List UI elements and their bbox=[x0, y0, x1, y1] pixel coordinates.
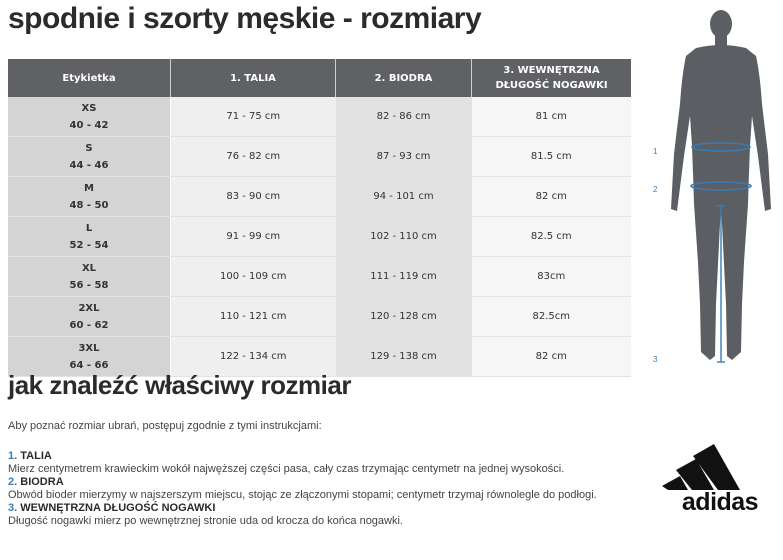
table-row bbox=[8, 137, 631, 177]
size-name: M bbox=[84, 182, 94, 194]
hips-cell: 129 - 138 cm bbox=[336, 337, 472, 377]
table-row bbox=[8, 257, 631, 297]
marker-2: 2 bbox=[653, 185, 658, 194]
col-header-inseam: 3. WEWNĘTRZNA DŁUGOŚĆ NOGAWKI bbox=[472, 59, 632, 97]
size-name: 3XL bbox=[78, 342, 100, 354]
step-text: Długość nogawki mierz po wewnętrznej stronie uda od krocza do końca nogawki. bbox=[8, 515, 403, 527]
table-row bbox=[8, 97, 631, 137]
inseam-cell: 82 cm bbox=[472, 337, 632, 377]
size-cell bbox=[8, 177, 171, 217]
instructions bbox=[8, 420, 648, 528]
col-header-label: Etykietka bbox=[8, 59, 171, 97]
hips-cell: 82 - 86 cm bbox=[336, 97, 472, 137]
inseam-cell: 82.5cm bbox=[472, 297, 632, 337]
size-cell bbox=[8, 137, 171, 177]
table-row bbox=[8, 217, 631, 257]
col-header-waist: 1. TALIA bbox=[171, 59, 336, 97]
hips-cell: 94 - 101 cm bbox=[336, 177, 472, 217]
inseam-cell: 83cm bbox=[472, 257, 632, 297]
step-waist bbox=[8, 450, 648, 463]
step-hips bbox=[8, 476, 648, 489]
size-eu: 64 - 66 bbox=[69, 359, 109, 371]
size-name: 2XL bbox=[78, 302, 100, 314]
waist-cell: 110 - 121 cm bbox=[171, 297, 336, 337]
marker-3: 3 bbox=[653, 355, 658, 364]
step-number: 3. bbox=[8, 502, 18, 514]
step-inseam bbox=[8, 502, 648, 515]
size-name: L bbox=[85, 222, 93, 234]
inseam-cell: 81.5 cm bbox=[472, 137, 632, 177]
waist-cell: 122 - 134 cm bbox=[171, 337, 336, 377]
step-heading: TALIA bbox=[20, 450, 52, 462]
hips-cell: 111 - 119 cm bbox=[336, 257, 472, 297]
page-title: spodnie i szorty męskie - rozmiary bbox=[8, 2, 482, 35]
step-number: 1. bbox=[8, 450, 18, 462]
guide-title: jak znaleźć właściwy rozmiar bbox=[8, 370, 351, 400]
step-heading: WEWNĘTRZNA DŁUGOŚĆ NOGAWKI bbox=[20, 502, 216, 514]
size-eu: 52 - 54 bbox=[69, 239, 109, 251]
size-eu: 56 - 58 bbox=[69, 279, 109, 291]
step-number: 2. bbox=[8, 476, 18, 488]
hips-cell: 87 - 93 cm bbox=[336, 137, 472, 177]
step-text: Mierz centymetrem krawieckim wokół najwęższej części pasa, cały czas trzymając centymetr na jednej wysokości. bbox=[8, 463, 565, 475]
waist-cell: 91 - 99 cm bbox=[171, 217, 336, 257]
table-row bbox=[8, 297, 631, 337]
size-name: XS bbox=[81, 102, 97, 114]
body-measurement-figure bbox=[648, 4, 783, 366]
inseam-cell: 82.5 cm bbox=[472, 217, 632, 257]
step-text: Obwód bioder mierzymy w najszerszym miejscu, stojąc ze złączonymi stopami; centymetr trzymaj równolegle do podłogi. bbox=[8, 489, 597, 501]
size-cell bbox=[8, 97, 171, 137]
hips-cell: 120 - 128 cm bbox=[336, 297, 472, 337]
instructions-intro: Aby poznać rozmiar ubrań, postępuj zgodnie z tymi instrukcjami: bbox=[8, 420, 322, 432]
waist-cell: 83 - 90 cm bbox=[171, 177, 336, 217]
brand-logo bbox=[662, 438, 778, 520]
size-cell bbox=[8, 297, 171, 337]
size-name: XL bbox=[81, 262, 97, 274]
waist-cell: 71 - 75 cm bbox=[171, 97, 336, 137]
marker-1: 1 bbox=[653, 147, 658, 156]
size-name: S bbox=[85, 142, 93, 154]
size-eu: 48 - 50 bbox=[69, 199, 109, 211]
inseam-cell: 81 cm bbox=[472, 97, 632, 137]
hips-cell: 102 - 110 cm bbox=[336, 217, 472, 257]
size-eu: 44 - 46 bbox=[69, 159, 109, 171]
step-heading: BIODRA bbox=[20, 476, 64, 488]
table-row bbox=[8, 177, 631, 217]
logo-wordmark: adidas bbox=[681, 488, 759, 516]
size-cell bbox=[8, 257, 171, 297]
col-header-hips: 2. BIODRA bbox=[336, 59, 472, 97]
size-eu: 60 - 62 bbox=[69, 319, 109, 331]
adidas-stripes-icon bbox=[662, 438, 778, 490]
size-eu: 40 - 42 bbox=[69, 119, 109, 131]
waist-cell: 76 - 82 cm bbox=[171, 137, 336, 177]
size-table bbox=[8, 59, 631, 377]
table-header-row bbox=[8, 59, 631, 97]
waist-cell: 100 - 109 cm bbox=[171, 257, 336, 297]
inseam-cell: 82 cm bbox=[472, 177, 632, 217]
size-cell bbox=[8, 217, 171, 257]
